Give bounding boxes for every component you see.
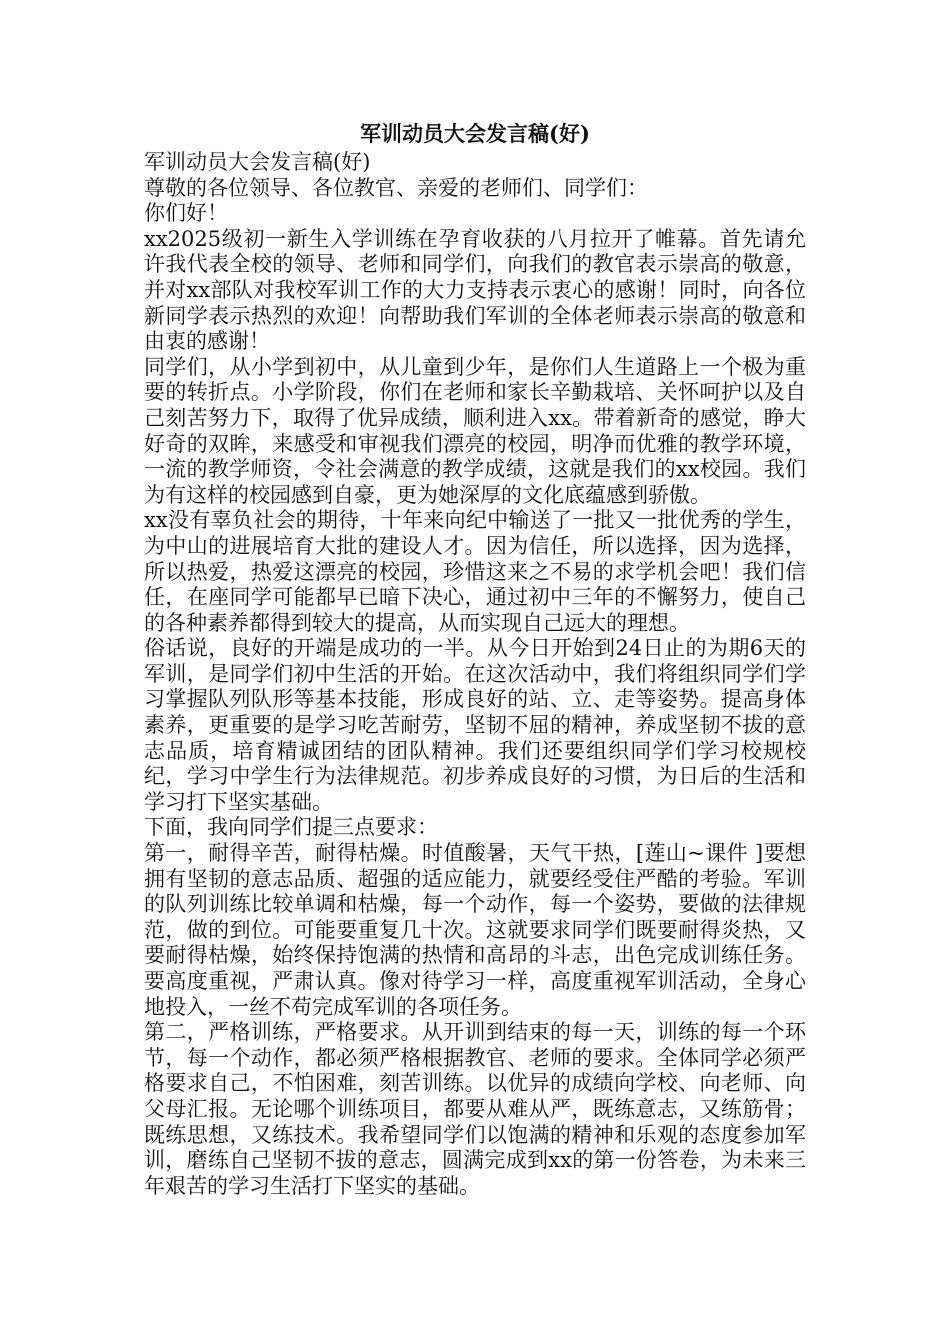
- paragraph-opening: xx2025级初一新生入学训练在孕育收获的八月拉开了帷幕。首先请允许我代表全校的领导、老师和同学们，向我们的教官表示崇高的敬意，并对xx部队对我校军训工作的大力支持表示衷心的感谢！同时，向各位新同学表示热烈的欢迎！向帮助我们军训的全体老师表示崇高的敬意和由衷的感谢！: [144, 226, 806, 354]
- paragraph-training: 俗话说，良好的开端是成功的一半。从今日开始到24日止的为期6天的军训，是同学们初中生活的开始。在这次活动中，我们将组织同学们学习掌握队列队形等基本技能，形成良好的站、立、走等姿势。提高身体素养，更重要的是学习吃苦耐劳，坚韧不屈的精神，养成坚韧不拔的意志品质，培育精诚团结的团队精神。我们还要组织同学们学习校规校纪，学习中学生行为法律规范。初步养成良好的习惯，为日后的生活和学习打下坚实基础。: [144, 636, 806, 814]
- paragraph-subtitle: 军训动员大会发言稿(好): [144, 150, 371, 174]
- document-page: [144, 120, 806, 1199]
- paragraph-requirement-1: 第一，耐得辛苦，耐得枯燥。时值酸暑，天气干热，[莲山~课件 ]要想拥有坚韧的意志品质、超强的适应能力，就要经受住严酷的考验。军训的队列训练比较单调和枯燥，每一个动作，每一个姿势，要做的法律规范，做的到位。可能要重复几十次。这就要求同学们既要耐得炎热，又要耐得枯燥，始终保持饱满的热情和高昂的斗志，出色完成训练任务。要高度重视，严肃认真。像对待学习一样，高度重视军训活动，全身心地投入，一丝不苟完成军训的各项任务。: [144, 841, 806, 1019]
- paragraph-transition: 同学们，从小学到初中，从儿童到少年，是你们人生道路上一个极为重要的转折点。小学阶段，你们在老师和家长辛勤栽培、关怀呵护以及自己刻苦努力下，取得了优异成绩，顺利进入xx。带着新奇的感觉，睁大好奇的双眸，来感受和审视我们漂亮的校园，明净而优雅的教学环境，一流的教学师资，令社会满意的教学成绩，这就是我们的xx校园。我们为有这样的校园感到自豪，更为她深厚的文化底蕴感到骄傲。: [144, 354, 806, 507]
- paragraph-greeting: 你们好！: [144, 201, 228, 226]
- paragraph-salutation: 尊敬的各位领导、各位教官、亲爱的老师们、同学们：: [144, 175, 648, 200]
- paragraph-requirement-2: 第二，严格训练，严格要求。从开训到结束的每一天，训练的每一个环节，每一个动作，都必须严格根据教官、老师的要求。全体同学必须严格要求自己，不怕困难，刻苦训练。以优异的成绩向学校、向老师、向父母汇报。无论哪个训练项目，都要从难从严，既练意志，又练筋骨；既练思想，又练技术。我希望同学们以饱满的精神和乐观的态度参加军训，磨练自己坚韧不拔的意志，圆满完成到xx的第一份答卷，为未来三年艰苦的学习生活打下坚实的基础。: [144, 1020, 806, 1198]
- paragraph-school: xx没有辜负社会的期待，十年来向纪中输送了一批又一批优秀的学生，为中山的进展培育大批的建设人才。因为信任，所以选择，因为选择，所以热爱，热爱这漂亮的校园，珍惜这来之不易的求学机会吧！我们信任，在座同学可能都早已暗下决心，通过初中三年的不懈努力，使自己的各种素养都得到较大的提高，从而实现自己远大的理想。: [144, 508, 806, 635]
- paragraph-requirements-intro: 下面，我向同学们提三点要求：: [144, 815, 438, 840]
- document-title: 军训动员大会发言稿(好): [360, 121, 590, 146]
